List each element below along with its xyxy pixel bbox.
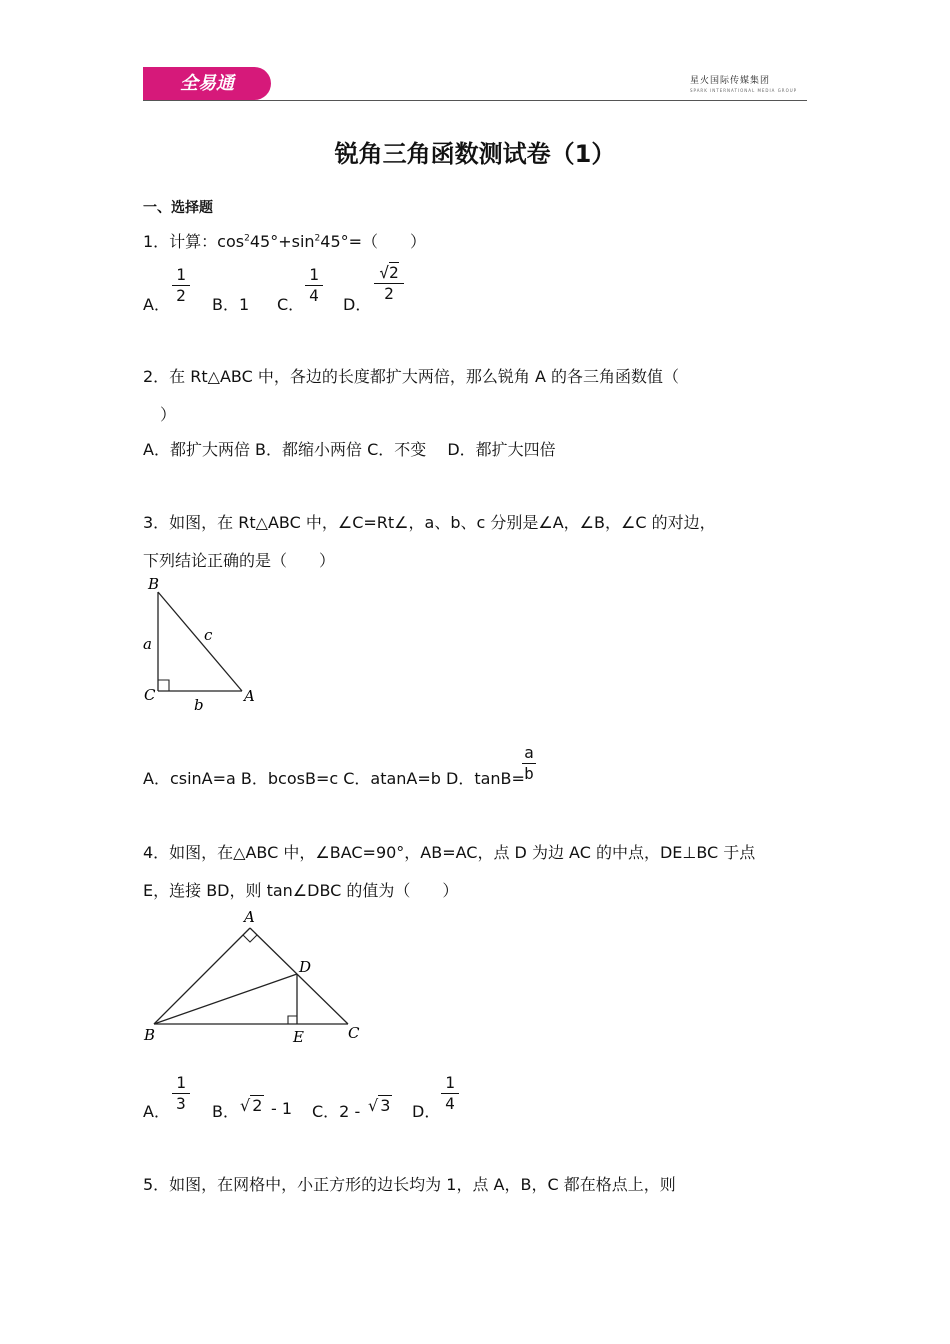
fraction-denominator: 4 bbox=[309, 286, 319, 305]
q3-right-triangle-figure bbox=[140, 574, 260, 714]
q1-option-b: B．1 bbox=[212, 295, 250, 314]
right-angle-mark-e bbox=[288, 1016, 297, 1024]
q3-option-d-fraction bbox=[522, 744, 536, 783]
q4-option-a-fraction bbox=[172, 1074, 190, 1113]
vertex-label-b: B bbox=[148, 575, 160, 593]
q4-option-b-label: B． bbox=[212, 1102, 239, 1121]
fraction-denominator: 2 bbox=[384, 284, 394, 303]
q1-stem-part: 45°+sin bbox=[249, 232, 315, 251]
side-ab bbox=[154, 928, 250, 1024]
right-angle-mark bbox=[158, 680, 169, 691]
question-2-stem: 2．在 Rt△ABC 中，各边的长度都扩大两倍，那么锐角 A 的各三角函数值（ bbox=[143, 367, 679, 386]
question-2-stem-end: ） bbox=[160, 405, 177, 424]
fraction-numerator: 1 bbox=[176, 265, 186, 284]
vertex-label-d: D bbox=[299, 958, 312, 976]
vertex-label-c: C bbox=[144, 686, 156, 704]
q4-triangle-figure bbox=[140, 906, 370, 1046]
q4-option-b-tail: - 1 bbox=[271, 1099, 293, 1118]
q1-option-c-fraction bbox=[305, 266, 323, 305]
side-ac bbox=[250, 928, 348, 1024]
question-4-stem-line2: E，连接 BD，则 tan∠DBC 的值为（ ） bbox=[143, 881, 459, 900]
publisher-name-en: SPARK INTERNATIONAL MEDIA GROUP bbox=[690, 88, 798, 93]
vertex-label-a: A bbox=[244, 687, 255, 705]
side-c bbox=[158, 592, 242, 691]
right-angle-mark-a bbox=[243, 935, 257, 942]
q1-exponent: 2 bbox=[314, 233, 321, 244]
question-3-options: A．csinA=a B．bcosB=c C．atanA=b D．tanB= bbox=[143, 769, 525, 788]
page-title: 锐角三角函数测试卷（1） bbox=[334, 140, 616, 168]
question-3-stem-line2: 下列结论正确的是（ ） bbox=[143, 551, 336, 570]
vertex-label-c: C bbox=[348, 1024, 360, 1042]
q4-option-c-label: C．2 - bbox=[312, 1102, 361, 1121]
radicand: 2 bbox=[252, 1096, 263, 1115]
q1-option-d-fraction bbox=[374, 264, 404, 303]
fraction-numerator: 1 bbox=[309, 265, 319, 284]
publisher-brand bbox=[690, 73, 800, 93]
question-1-stem bbox=[143, 229, 426, 252]
vertex-label-b: B bbox=[144, 1026, 156, 1044]
fraction-numerator: a bbox=[524, 743, 534, 762]
q1-stem-part: 45°=（ ） bbox=[320, 232, 427, 251]
fraction-numerator: 1 bbox=[176, 1073, 186, 1092]
radicand: 2 bbox=[389, 263, 399, 282]
q1-option-d-label: D． bbox=[343, 295, 372, 314]
question-4-stem: 4．如图，在△ABC 中，∠BAC=90°，AB=AC，点 D 为边 AC 的中点，DE⊥BC 于点 bbox=[143, 843, 756, 862]
question-2-options: A．都扩大两倍 B．都缩小两倍 C．不变 D．都扩大四倍 bbox=[143, 440, 556, 459]
q4-option-d-fraction bbox=[441, 1074, 459, 1113]
question-3-stem: 3．如图，在 Rt△ABC 中，∠C=Rt∠，a、b、c 分别是∠A，∠B，∠C 的对边， bbox=[143, 513, 716, 532]
q1-exponent: 2 bbox=[244, 233, 250, 244]
brand-logo: 全易通 bbox=[143, 67, 271, 100]
publisher-name: 星火国际传媒集团 bbox=[690, 76, 771, 86]
q1-option-a-fraction bbox=[172, 266, 190, 305]
q4-option-a-label: A． bbox=[143, 1102, 170, 1121]
fraction-denominator: b bbox=[524, 764, 534, 783]
segment-bd bbox=[154, 974, 297, 1024]
side-label-a: a bbox=[143, 635, 152, 653]
header-divider bbox=[143, 100, 807, 101]
side-label-b: b bbox=[194, 696, 204, 714]
q1-option-c-label: C． bbox=[277, 295, 305, 314]
q4-option-b-radical: √ 2 bbox=[240, 1096, 263, 1115]
q1-stem-part: 1．计算：cos bbox=[143, 232, 245, 251]
question-5-stem: 5．如图，在网格中，小正方形的边长均为 1，点 A，B，C 都在格点上，则 bbox=[143, 1175, 676, 1194]
fraction-denominator: 4 bbox=[445, 1094, 455, 1113]
fraction-numerator-radical: √2 bbox=[379, 263, 399, 282]
fraction-numerator: 1 bbox=[445, 1073, 455, 1092]
fraction-denominator: 3 bbox=[176, 1094, 186, 1113]
q4-option-d-label: D． bbox=[412, 1102, 441, 1121]
side-label-c: c bbox=[204, 626, 213, 644]
section-heading: 一、选择题 bbox=[143, 200, 213, 216]
radicand: 3 bbox=[380, 1096, 391, 1115]
q1-option-a-label: A． bbox=[143, 295, 170, 314]
fraction-denominator: 2 bbox=[176, 286, 186, 305]
vertex-label-e: E bbox=[293, 1028, 304, 1046]
vertex-label-a: A bbox=[244, 908, 255, 926]
q4-option-c-radical: √ 3 bbox=[368, 1096, 391, 1115]
